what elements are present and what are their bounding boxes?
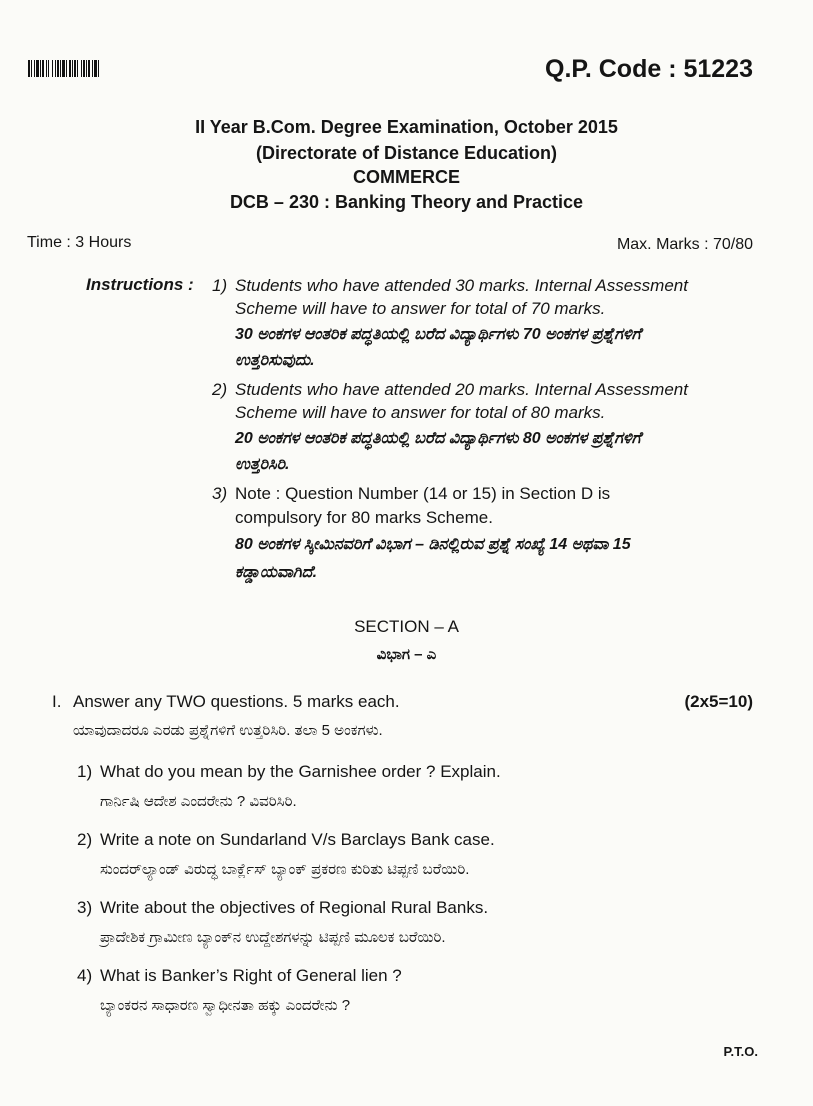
- instruction-text-kannada: 30 ಅಂಕಗಳ ಆಂತರಿಕ ಪದ್ಧತಿಯಲ್ಲಿ ಬರೆದ ವಿದ್ಯಾರ್ಥಿಗಳು 70 ಅಂಕಗಳ ಪ್ರಶ್ನೆಗಳಿಗೆ: [235, 326, 641, 343]
- question-text: What is Banker’s Right of General lien ?: [100, 966, 402, 985]
- instruction-text-kannada: ಉತ್ತರಿಸುವುದು.: [235, 352, 315, 369]
- part-prompt: Answer any TWO questions. 5 marks each.: [73, 692, 400, 711]
- part-marks: (2x5=10): [684, 692, 753, 711]
- instruction-number: 2): [212, 380, 228, 399]
- question-text-kannada: ಪ್ರಾದೇಶಿಕ ಗ್ರಾಮೀಣ ಬ್ಯಾಂಕ್‌ನ ಉದ್ದೇಶಗಳನ್ನು ಟಿಪ್ಪಣಿ ಮೂಲಕ ಬರೆಯಿರಿ.: [100, 929, 446, 946]
- instruction-number: 1): [212, 276, 228, 295]
- question-text-kannada: ಸುಂದರ್‌ಲ್ಯಾಂಡ್ ವಿರುದ್ಧ ಬಾರ್ಕ್ಲೆಸ್ ಬ್ಯಾಂಕ್ ಪ್ರಕರಣ ಕುರಿತು ಟಿಪ್ಪಣಿ ಬರೆಯಿರಿ.: [100, 861, 470, 878]
- instruction-text-kannada: ಉತ್ತರಿಸಿರಿ.: [235, 456, 290, 473]
- question-number: 2): [77, 830, 93, 849]
- instruction-text: Scheme will have to answer for total of 80 marks.: [235, 403, 606, 422]
- question-text: What do you mean by the Garnishee order ? Explain.: [100, 762, 501, 781]
- part-prompt-kannada: ಯಾವುದಾದರೂ ಎರಡು ಪ್ರಶ್ನೆಗಳಿಗೆ ಉತ್ತರಿಸಿರಿ. ತಲಾ 5 ಅಂಕಗಳು.: [73, 722, 383, 739]
- question-number: 1): [77, 762, 93, 781]
- instruction-text: Students who have attended 30 marks. Internal Assessment: [235, 276, 688, 295]
- section-title-kannada: ವಿಭಾಗ – ಎ: [376, 646, 437, 663]
- page-turn-over: P.T.O.: [723, 1044, 758, 1059]
- paper-title: DCB – 230 : Banking Theory and Practice: [229, 192, 584, 212]
- instruction-text: compulsory for 80 marks Scheme.: [235, 508, 493, 527]
- subject: COMMERCE: [353, 167, 460, 187]
- directorate: (Directorate of Distance Education): [255, 143, 558, 163]
- instruction-number: 3): [212, 484, 228, 503]
- max-marks: Max. Marks : 70/80: [616, 236, 753, 253]
- instruction-text-kannada: 20 ಅಂಕಗಳ ಆಂತರಿಕ ಪದ್ಧತಿಯಲ್ಲಿ ಬರೆದ ವಿದ್ಯಾರ್ಥಿಗಳು 80 ಅಂಕಗಳ ಪ್ರಶ್ನೆಗಳಿಗೆ: [235, 430, 641, 447]
- barcode: [28, 60, 140, 77]
- instruction-text-kannada: 80 ಅಂಕಗಳ ಸ್ಕೀಮಿನವರಿಗೆ ವಿಭಾಗ – ಡಿನಲ್ಲಿರುವ ಪ್ರಶ್ನೆ ಸಂಖ್ಯೆ 14 ಅಥವಾ 15: [235, 536, 631, 553]
- question-text: Write about the objectives of Regional Rural Banks.: [100, 898, 489, 917]
- exam-title: II Year B.Com. Degree Examination, October 2015: [195, 117, 618, 137]
- instruction-text: Scheme will have to answer for total of 70 marks.: [235, 299, 606, 318]
- question-number: 4): [77, 966, 93, 985]
- qp-code: Q.P. Code : 51223: [545, 55, 753, 83]
- section-title: SECTION – A: [354, 617, 459, 636]
- instructions-label: Instructions :: [86, 275, 194, 294]
- instruction-text-kannada: ಕಡ್ಡಾಯವಾಗಿದೆ.: [235, 564, 318, 581]
- question-text: Write a note on Sundarland V/s Barclays Bank case.: [100, 830, 495, 849]
- instruction-text: Note : Question Number (14 or 15) in Section D is: [235, 484, 611, 503]
- time-allowed: Time : 3 Hours: [27, 234, 132, 251]
- question-text-kannada: ಬ್ಯಾಂಕರನ ಸಾಧಾರಣ ಸ್ವಾಧೀನತಾ ಹಕ್ಕು ಎಂದರೇನು ?: [100, 997, 351, 1014]
- instruction-text: Students who have attended 20 marks. Internal Assessment: [235, 380, 688, 399]
- question-text-kannada: ಗಾರ್ನಿಷಿ ಆದೇಶ ಎಂದರೇನು ? ವಿವರಿಸಿರಿ.: [100, 793, 297, 810]
- part-number: I.: [52, 692, 62, 711]
- question-number: 3): [77, 898, 93, 917]
